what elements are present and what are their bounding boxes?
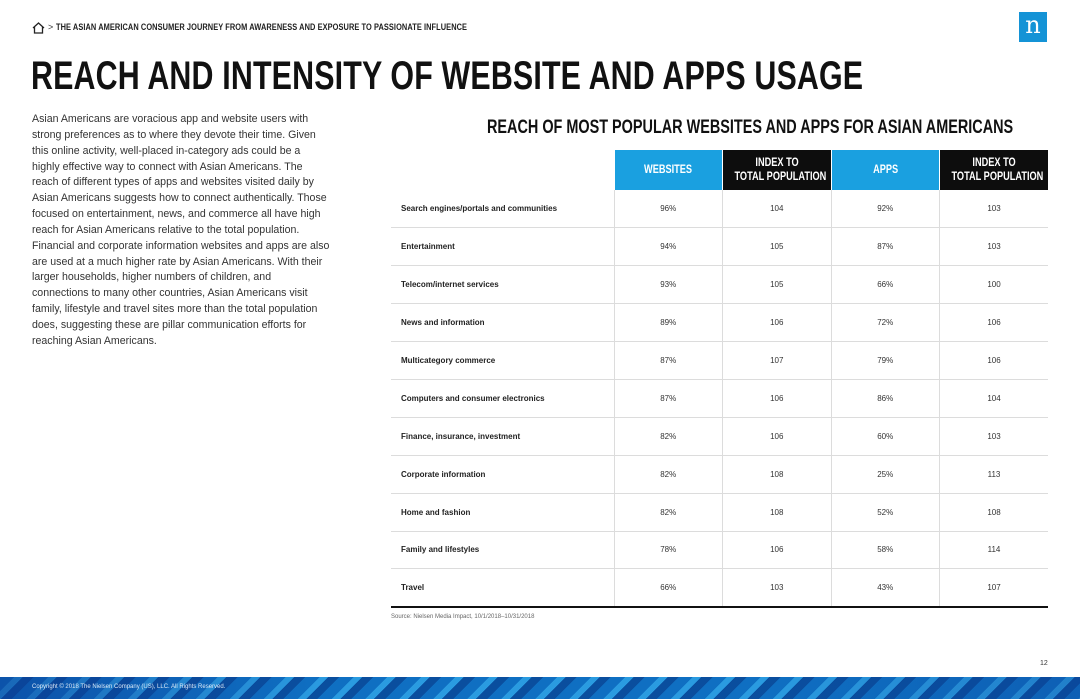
intro-paragraph: Asian Americans are voracious app and website users with strong preferences as to where they devote their time. Given this online activity, well-placed in-category ads could be a highly effective way to connect with Asian Americans. The reach of different types of apps and websites visited daily by Asian Americans suggests how to connect authentically. Those focused on entertainment, news, and commerce all have high reach for Asian Americans relative to the total population. Financial and corporate information websites and apps are also are used at a much higher rate by Asian Americans. With their larger households, higher numbers of children, and connections to many other countries, Asian Americans visit family, lifestyle and travel sites more than the total population does, suggesting these are pillar communication efforts for reaching Asian Americans. [32,113,330,347]
table-row [391,266,1048,304]
apps-cell: 86% [831,379,940,417]
app-index-cell: 103 [940,228,1049,266]
home-icon[interactable] [32,21,45,33]
web-index-cell: 108 [723,493,832,531]
table-header-row [391,150,1048,190]
websites-cell: 82% [614,455,723,493]
breadcrumb [32,20,583,34]
category-cell: Computers and consumer electronics [391,379,614,417]
category-cell: Telecom/internet services [391,266,614,304]
category-cell: Home and fashion [391,493,614,531]
apps-cell: 52% [831,493,940,531]
table-row [391,304,1048,342]
header-web-index: INDEX TO TOTAL POPULATION [723,150,832,190]
category-cell: Family and lifestyles [391,531,614,569]
category-cell: News and information [391,304,614,342]
header-apps: APPS [831,150,940,190]
app-index-cell: 108 [940,493,1049,531]
web-index-cell: 106 [723,531,832,569]
source-note: Source: Nielsen Media Impact, 10/1/2018–10/31/2018 [391,614,535,620]
table-row [391,531,1048,569]
category-cell: Finance, insurance, investment [391,417,614,455]
web-index-cell: 107 [723,342,832,380]
app-index-cell: 106 [940,342,1049,380]
app-index-cell: 114 [940,531,1049,569]
app-index-cell: 100 [940,266,1049,304]
web-index-cell: 104 [723,190,832,228]
apps-cell: 58% [831,531,940,569]
apps-cell: 60% [831,417,940,455]
apps-cell: 87% [831,228,940,266]
table-row [391,493,1048,531]
websites-cell: 82% [614,493,723,531]
websites-cell: 89% [614,304,723,342]
header-websites: WEBSITES [614,150,723,190]
app-index-cell: 106 [940,304,1049,342]
table-row [391,455,1048,493]
app-index-cell: 103 [940,417,1049,455]
apps-cell: 72% [831,304,940,342]
apps-cell: 43% [831,569,940,607]
copyright: Copyright © 2018 The Nielsen Company (US), LLC. All Rights Reserved. [32,684,226,690]
websites-cell: 82% [614,417,723,455]
websites-cell: 87% [614,342,723,380]
app-index-cell: 104 [940,379,1049,417]
table-row [391,342,1048,380]
web-index-cell: 106 [723,304,832,342]
table-row [391,417,1048,455]
page-number: 12 [1040,660,1048,667]
category-cell: Multicategory commerce [391,342,614,380]
websites-cell: 93% [614,266,723,304]
app-index-cell: 113 [940,455,1049,493]
websites-cell: 78% [614,531,723,569]
header-blank-cell [391,150,614,190]
page-title: REACH AND INTENSITY OF WEBSITE AND APPS USAGE [31,54,864,98]
category-cell: Travel [391,569,614,607]
app-index-cell: 103 [940,190,1049,228]
table-row [391,190,1048,228]
web-index-cell: 103 [723,569,832,607]
web-index-cell: 106 [723,417,832,455]
table-row [391,228,1048,266]
reach-table [391,150,1048,608]
category-cell: Search engines/portals and communities [391,190,614,228]
breadcrumb-separator: > [48,22,54,32]
web-index-cell: 108 [723,455,832,493]
websites-cell: 96% [614,190,723,228]
apps-cell: 92% [831,190,940,228]
table-row [391,569,1048,607]
table-row [391,379,1048,417]
category-cell: Entertainment [391,228,614,266]
websites-cell: 66% [614,569,723,607]
apps-cell: 66% [831,266,940,304]
table-title: REACH OF MOST POPULAR WEBSITES AND APPS FOR ASIAN AMERICANS [487,116,1014,138]
category-cell: Corporate information [391,455,614,493]
web-index-cell: 106 [723,379,832,417]
websites-cell: 94% [614,228,723,266]
breadcrumb-text[interactable]: THE ASIAN AMERICAN CONSUMER JOURNEY FROM AWARENESS AND EXPOSURE TO PASSIONATE INFLUENCE [56,21,468,33]
apps-cell: 79% [831,342,940,380]
websites-cell: 87% [614,379,723,417]
apps-cell: 25% [831,455,940,493]
header-app-index: INDEX TO TOTAL POPULATION [940,150,1049,190]
nielsen-logo: n [1019,12,1047,42]
web-index-cell: 105 [723,266,832,304]
web-index-cell: 105 [723,228,832,266]
app-index-cell: 107 [940,569,1049,607]
